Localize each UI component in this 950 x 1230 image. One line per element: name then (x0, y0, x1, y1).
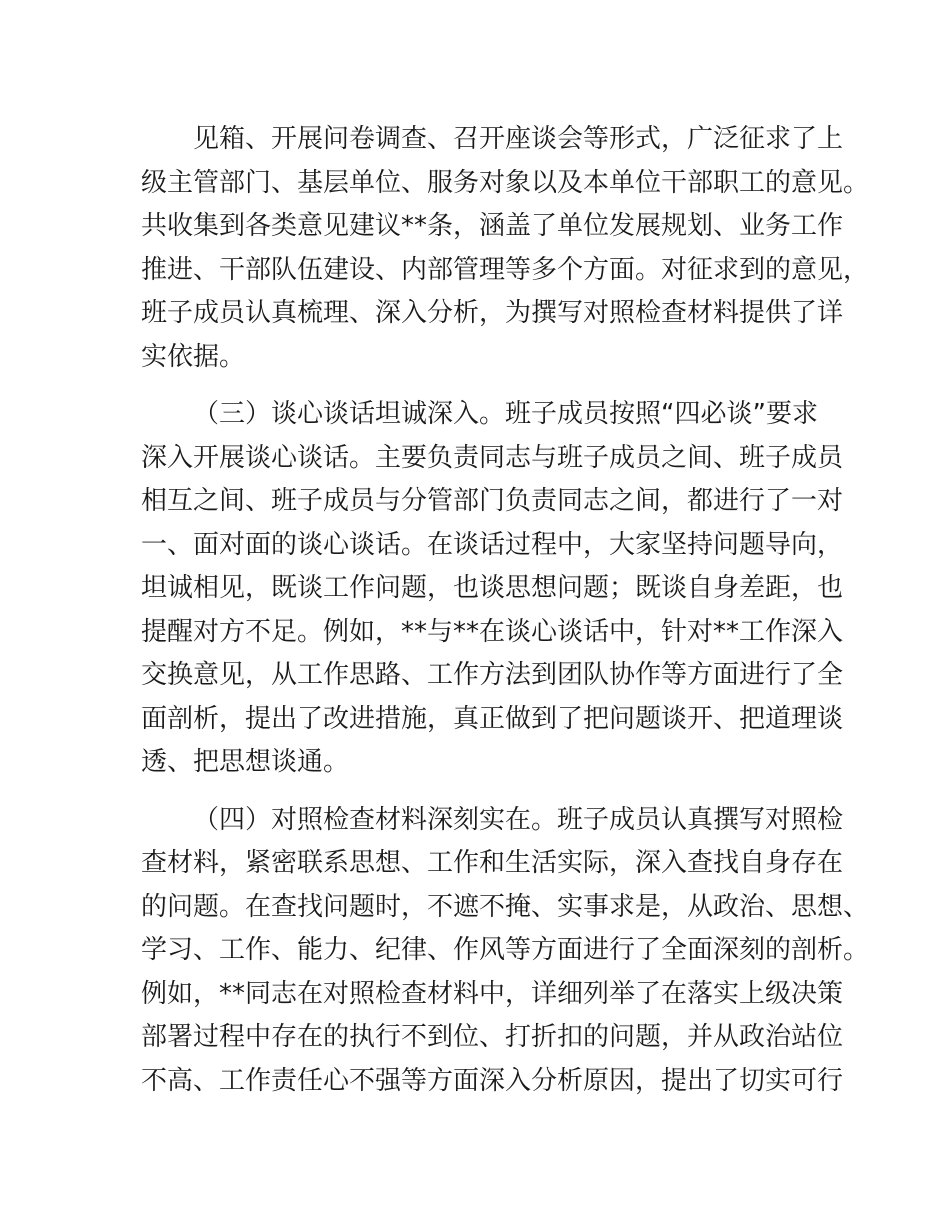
paragraph-spacer (141, 785, 829, 799)
paragraph-spacer (141, 379, 829, 393)
document-body (141, 118, 870, 1103)
paragraph-opinion-collection (141, 118, 870, 379)
text-line: 面剖析，提出了改进措施，真正做到了把问题谈开、把道理谈 (141, 703, 844, 734)
text-line: 例如，**同志在对照检查材料中，详细列举了在落实上级决策 (141, 978, 844, 1009)
text-line: 级主管部门、基层单位、服务对象以及本单位干部职工的意见。 (141, 167, 870, 198)
text-line: 提醒对方不足。例如，**与**在谈心谈话中，针对**工作深入 (141, 616, 844, 647)
text-line: 部署过程中存在的执行不到位、打折扣的问题，并从政治站位 (141, 1022, 844, 1052)
text-line: 深入开展谈心谈话。主要负责同志与班子成员之间、班子成员 (141, 442, 844, 473)
text-line: （三）谈心谈话坦诚深入。班子成员按照“四必谈”要求 (193, 399, 818, 429)
text-line: 透、把思想谈通。 (141, 747, 350, 777)
text-line: 推进、干部队伍建设、内部管理等多个方面。对征求到的意见， (141, 254, 870, 285)
text-line: 共收集到各类意见建议**条，涵盖了单位发展规划、业务工作 (141, 211, 844, 241)
text-line: 一、面对面的谈心谈话。在谈话过程中，大家坚持问题导向， (141, 529, 844, 560)
paragraph-self-examination-materials (141, 799, 870, 1104)
text-line: （四）对照检查材料深刻实在。班子成员认真撰写对照检 (193, 804, 844, 835)
text-line: 坦诚相见，既谈工作问题，也谈思想问题；既谈自身差距，也 (141, 573, 844, 603)
text-line: 不高、工作责任心不强等方面深入分析原因，提出了切实可行 (141, 1065, 844, 1096)
text-line: 相互之间、班子成员与分管部门负责同志之间，都进行了一对 (141, 486, 844, 516)
text-line: 的问题。在查找问题时，不遮不掩、实事求是，从政治、思想、 (141, 891, 870, 922)
text-line: 学习、工作、能力、纪律、作风等方面进行了全面深刻的剖析。 (141, 935, 870, 965)
text-line: 班子成员认真梳理、深入分析，为撰写对照检查材料提供了详 (141, 298, 844, 328)
text-line: 见箱、开展问卷调查、召开座谈会等形式，广泛征求了上 (193, 124, 844, 154)
text-line: 实依据。 (141, 341, 246, 372)
text-line: 查材料，紧密联系思想、工作和生活实际，深入查找自身存在 (141, 848, 844, 878)
text-line: 交换意见，从工作思路、工作方法到团队协作等方面进行了全 (141, 660, 844, 690)
paragraph-heart-to-heart-talks (141, 393, 844, 785)
